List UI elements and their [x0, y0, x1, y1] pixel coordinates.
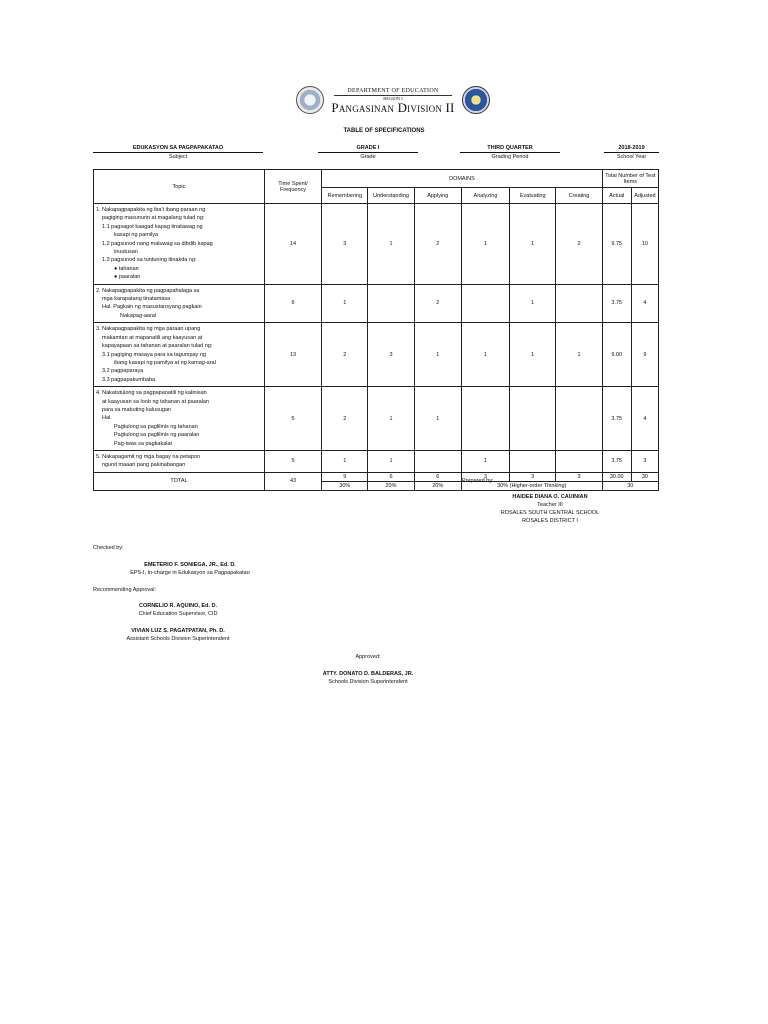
topic-line: ngunit maaari pang pakinabangan [102, 462, 186, 469]
recommending-block-2 [78, 628, 278, 642]
total-time: 43 [264, 472, 321, 490]
topic-line: 1.2 pagsunod nang maluwag sa dibdib kapag [102, 240, 213, 247]
actual-cell: 3.75 [602, 450, 631, 472]
remembering-cell: 1 [322, 284, 368, 323]
pct-understanding: 20% [368, 481, 414, 490]
total-actual: 30.00 [602, 472, 631, 481]
topic-cell [94, 323, 265, 387]
subject-label: Subject [168, 154, 188, 160]
approver-name: ATTY. DONATO D. BALDERAS, JR. [322, 671, 414, 677]
grade-value: GRADE I [318, 145, 418, 153]
department-name: DEPARTMENT OF EDUCATION [347, 88, 439, 94]
time-spent-header: Time Spent/ Frequency [264, 170, 321, 204]
total-row [94, 472, 659, 481]
topic-line: Hal. Pagkain ng masustansyang pagkain [102, 304, 202, 311]
analyzing-cell [461, 284, 509, 323]
recommender-1-position: Chief Education Supervisor, CID [138, 611, 218, 617]
table-row [94, 387, 659, 451]
analyzing-header: Analyzing [461, 188, 509, 204]
creating-cell [556, 450, 602, 472]
topic-line: Pag-iwas sa pagkakalat [114, 440, 173, 447]
total-creating: 3 [556, 472, 602, 481]
time-cell: 6 [264, 284, 321, 323]
topic-line: 1. Nakapagpapakita ng iba't ibang paraan ng [96, 207, 206, 213]
grade-field [318, 145, 418, 160]
adjusted-cell: 3 [631, 450, 658, 472]
topic-line: 2. Nakapagpapakita ng pagpapahalaga sa [96, 287, 200, 294]
time-cell: 14 [264, 204, 321, 285]
school-year-field [604, 145, 659, 160]
total-adjusted: 30 [631, 472, 658, 481]
applying-cell: 1 [414, 323, 461, 387]
actual-cell: 3.75 [602, 387, 631, 451]
topic-line: ● tahanan [114, 265, 139, 272]
evaluating-header: Evaluating [510, 188, 556, 204]
total-applying: 6 [414, 472, 461, 481]
evaluating-cell [510, 450, 556, 472]
school-year-value: 2018-2019 [604, 145, 659, 153]
preparer-school: ROSALES SOUTH CENTRAL SCHOOL [500, 510, 600, 516]
letterhead [0, 84, 768, 118]
total-understanding: 6 [368, 472, 414, 481]
evaluating-cell: 1 [510, 204, 556, 285]
applying-cell [414, 450, 461, 472]
table-row [94, 284, 659, 323]
topic-line: 1.1 pagsagot kaagad kapag tinatawag ng [102, 223, 203, 230]
time-cell: 13 [264, 323, 321, 387]
pct-remembering: 30% [322, 481, 368, 490]
topic-line: pagiging masunurin at magalang tulad ng: [102, 215, 205, 222]
creating-header: Creating [556, 188, 602, 204]
analyzing-cell: 1 [461, 323, 509, 387]
evaluating-cell [510, 387, 556, 451]
applying-cell: 2 [414, 284, 461, 323]
preparer-position: Teacher III [537, 502, 563, 508]
topic-line: Nakapag-aaral [120, 312, 157, 319]
time-cell: 5 [264, 387, 321, 451]
actual-header: Actual [602, 188, 631, 204]
pct-applying: 20% [414, 481, 461, 490]
region-name: REGION I [383, 96, 403, 101]
approved-label: Approved: [355, 654, 381, 660]
recommender-2-position: Assistant Schools Division Superintendent [126, 636, 230, 642]
division-name: Pangasinan Division II [331, 100, 455, 115]
evaluating-cell: 1 [510, 284, 556, 323]
remembering-cell: 2 [322, 323, 368, 387]
total-analyzing: 3 [461, 472, 509, 481]
topic-cell [94, 204, 265, 285]
remembering-cell: 1 [322, 450, 368, 472]
understanding-cell: 1 [368, 387, 414, 451]
adjusted-cell: 4 [631, 284, 658, 323]
prepared-by-label: Prepared by: [462, 478, 494, 484]
time-cell: 5 [264, 450, 321, 472]
topic-line: 3.3 pagpapakumbaba [102, 376, 156, 383]
recommender-1-name: CORNELIO R. AQUINO, Ed. D. [138, 603, 218, 609]
subject-value: EDUKASYON SA PAGPAPAKATAO [93, 145, 263, 153]
adjusted-cell: 9 [631, 323, 658, 387]
evaluating-cell: 1 [510, 323, 556, 387]
topic-line: at kaayusan sa loob ng tahanan at paaralan [102, 398, 210, 405]
remembering-cell: 3 [322, 204, 368, 285]
analyzing-cell [461, 387, 509, 451]
pct-total: 30 [602, 481, 658, 490]
creating-cell [556, 284, 602, 323]
preparer-name: HAIDEE DIANA O. CAUINIAN [512, 494, 588, 500]
division-seal-icon [462, 86, 490, 114]
topic-line: 3.1 pagiging masaya para sa tagumpay ng [102, 351, 206, 358]
total-items-header: Total Number of Test Items [602, 170, 658, 188]
understanding-cell: 3 [368, 323, 414, 387]
grade-label: Grade [360, 154, 376, 160]
approved-block [268, 671, 468, 685]
checker-name: EMETERIO F. SONIEGA, JR., Ed. D. [144, 562, 236, 568]
grading-period-field [460, 145, 560, 160]
topic-line: 4. Nakatutulong sa pagpapanatili ng kalinisan [96, 390, 207, 397]
total-label: TOTAL [94, 472, 265, 490]
topic-line: 3.2 pagpaparaya [102, 368, 144, 375]
applying-header: Applying [414, 188, 461, 204]
topic-line: 1.3 pagsunod sa tuntuning itinakda ng: [102, 257, 197, 264]
topic-line: ● paaralan [114, 274, 141, 281]
applying-cell: 1 [414, 387, 461, 451]
table-row [94, 204, 659, 285]
applying-cell: 2 [414, 204, 461, 285]
topic-line: kapayapaan sa tahanan at paaralan tulad ng: [102, 343, 213, 350]
recommending-label: Recommending Approval: [93, 587, 156, 593]
deped-seal-icon [296, 86, 324, 114]
understanding-header: Understanding [368, 188, 414, 204]
topic-line: mga karapatang tinatamasa [102, 296, 171, 303]
topic-cell [94, 284, 265, 323]
approver-position: Schools Division Superintendent [328, 679, 408, 685]
topic-line: Pagtulong sa paglilinis ng paaralan [114, 432, 200, 439]
analyzing-cell: 1 [461, 450, 509, 472]
understanding-cell [368, 284, 414, 323]
analyzing-cell: 1 [461, 204, 509, 285]
pct-hots: 30% (Higher-order Thinking) [461, 481, 602, 490]
checked-by-label: Checked by: [93, 545, 124, 551]
remembering-cell: 2 [322, 387, 368, 451]
topic-cell [94, 450, 265, 472]
specifications-table [93, 169, 659, 491]
topic-cell [94, 387, 265, 451]
table-header-row [94, 170, 659, 188]
topic-line: Pagtulong sa paglilinis ng tahanan [114, 423, 198, 430]
preparer-district: ROSALES DISTRICT I [522, 518, 578, 524]
adjusted-cell: 10 [631, 204, 658, 285]
table-row [94, 450, 659, 472]
recommender-2-name: VIVIAN LUZ S. PAGATPATAN, Ph. D. [131, 628, 225, 634]
creating-cell: 1 [556, 323, 602, 387]
topic-line: para sa mabuting kalusugan [102, 406, 172, 413]
creating-cell: 2 [556, 204, 602, 285]
topic-line: makamtan at mapanatili ang kaayusan at [102, 334, 203, 341]
school-year-label: School Year [616, 154, 647, 160]
topic-line: Hal. [102, 415, 112, 422]
checked-by-block [90, 562, 290, 576]
topic-header: Topic [94, 170, 265, 204]
actual-cell: 3.75 [602, 284, 631, 323]
checker-position: EPS-I, In-charge in Edukasyon sa Pagpapakatao [130, 570, 250, 576]
creating-cell [556, 387, 602, 451]
understanding-cell: 1 [368, 204, 414, 285]
domains-header: DOMAINS [322, 170, 602, 188]
topic-line: 5. Nakapagamit ng mga bagay na petapon [96, 453, 200, 460]
table-row [94, 323, 659, 387]
actual-cell: 9.00 [602, 323, 631, 387]
adjusted-header: Adjusted [631, 188, 658, 204]
grading-period-value: THIRD QUARTER [460, 145, 560, 153]
understanding-cell: 1 [368, 450, 414, 472]
total-remembering: 9 [322, 472, 368, 481]
topic-line: kasapi ng pamilya [114, 232, 159, 239]
document-title: TABLE OF SPECIFICATIONS [343, 128, 425, 134]
topic-line: ibang kasapi ng pamilya at ng kamag-aral [114, 359, 216, 366]
topic-line: 3. Nakapagpapakita ng mga paraan upang [96, 326, 201, 333]
grading-period-label: Grading Period [491, 154, 529, 160]
total-evaluating: 3 [510, 472, 556, 481]
subject-field [93, 145, 263, 160]
topic-line: inuutusan [114, 249, 138, 256]
prepared-by-block [450, 494, 650, 524]
remembering-header: Remembering [322, 188, 368, 204]
actual-cell: 9.75 [602, 204, 631, 285]
adjusted-cell: 4 [631, 387, 658, 451]
recommending-block-1 [78, 603, 278, 617]
